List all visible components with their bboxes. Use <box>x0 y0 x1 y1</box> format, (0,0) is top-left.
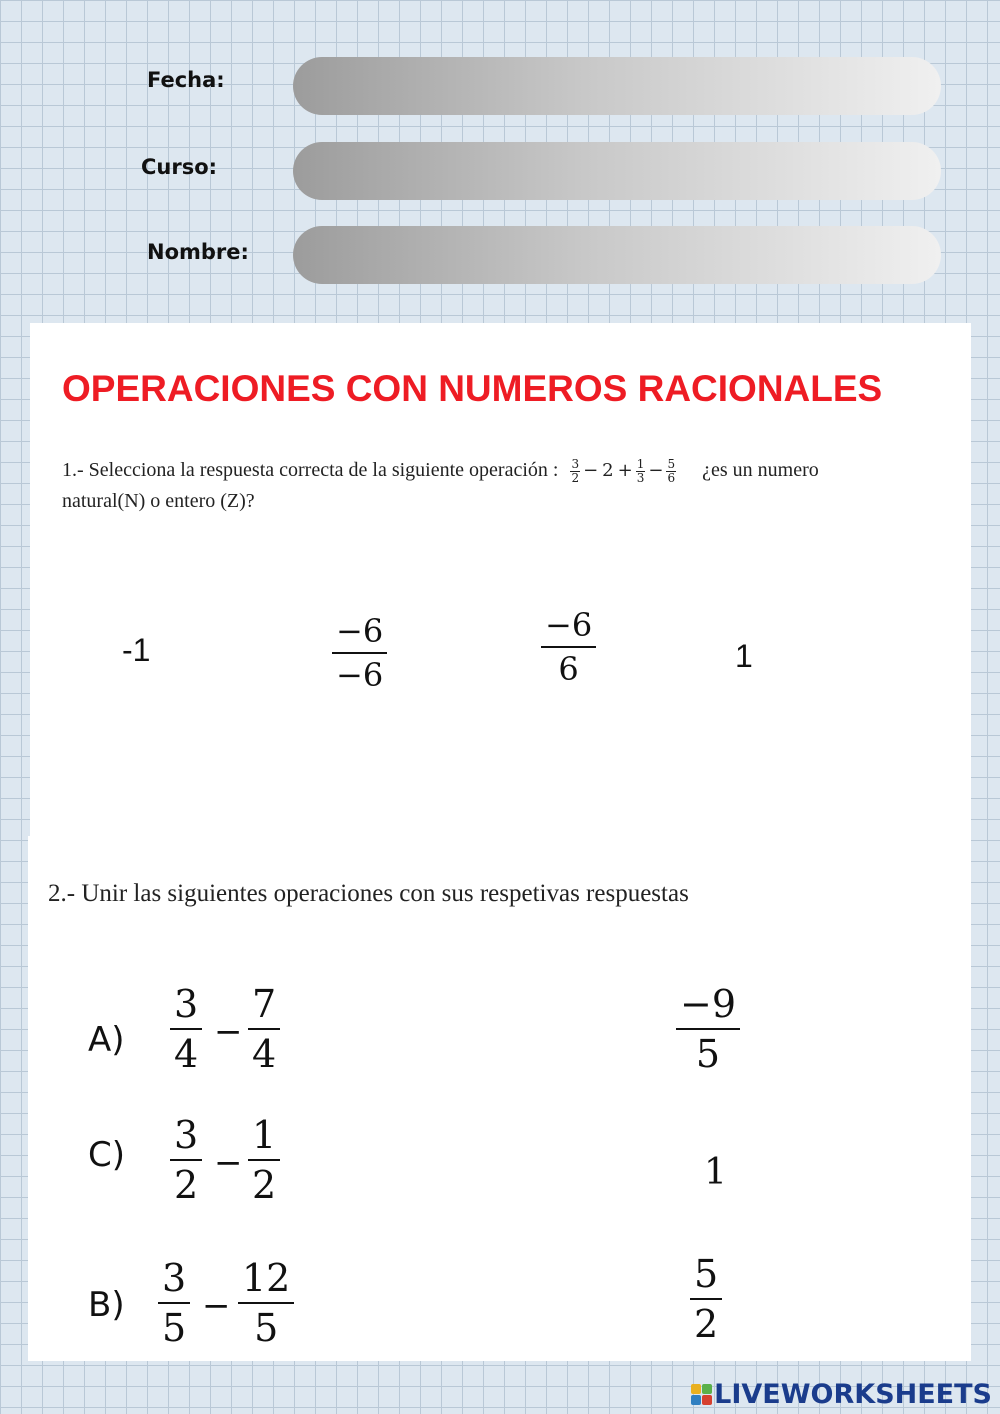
name-input[interactable] <box>293 226 941 284</box>
option-c-numerator: −6 <box>541 606 596 648</box>
expr-operator-2: + <box>617 460 633 482</box>
option-one[interactable]: 1 <box>735 638 753 674</box>
brand-name: LIVEWORKSHEETS <box>714 1379 992 1410</box>
date-input[interactable] <box>293 57 941 115</box>
operation-b-operator: − <box>202 1286 231 1326</box>
answer-minus9-over-5[interactable] <box>676 982 740 1076</box>
operation-b-right-num: 12 <box>238 1256 294 1304</box>
operation-a-left-fraction[interactable] <box>170 982 202 1076</box>
operation-b-right-fraction[interactable] <box>238 1256 294 1350</box>
expr-fraction-2-den: 3 <box>636 470 645 485</box>
option-minus6-over-6[interactable] <box>541 606 596 688</box>
date-label: Fecha: <box>147 68 225 92</box>
question-2-text: 2.- Unir las siguientes operaciones con sus respetivas respuestas <box>48 880 689 907</box>
operation-a-left-den: 4 <box>174 1032 199 1076</box>
operation-c-right-den: 2 <box>252 1163 277 1207</box>
answer-3-numerator: 5 <box>690 1252 722 1300</box>
question-1-suffix: ¿es un numero natural(N) o entero (Z)? <box>62 459 819 513</box>
option-minus-one[interactable]: -1 <box>122 632 151 668</box>
operation-c-left-num: 3 <box>170 1113 202 1161</box>
question-1-text <box>62 455 882 516</box>
expr-fraction-1 <box>570 458 580 485</box>
expr-fraction-3-num: 5 <box>667 456 676 471</box>
operation-c-right-num: 1 <box>248 1113 280 1161</box>
operation-c-left-den: 2 <box>174 1163 199 1207</box>
operation-c-left-fraction[interactable] <box>170 1113 202 1207</box>
operation-a-right-den: 4 <box>252 1032 277 1076</box>
operation-c-operator: − <box>214 1143 243 1183</box>
name-label: Nombre: <box>147 240 249 264</box>
operation-b-left-fraction[interactable] <box>158 1256 190 1350</box>
course-label: Curso: <box>141 155 218 179</box>
expr-fraction-2 <box>636 458 646 485</box>
answer-1-numerator: −9 <box>676 982 740 1030</box>
operation-c-letter: C) <box>88 1135 126 1175</box>
expr-operator-1: − <box>583 460 599 482</box>
answer-one[interactable]: 1 <box>704 1152 727 1193</box>
expr-fraction-1-num: 3 <box>571 456 580 471</box>
operation-a-operator: − <box>214 1012 243 1052</box>
option-minus6-over-minus6[interactable] <box>332 612 387 694</box>
expr-fraction-3-den: 6 <box>667 470 676 485</box>
liveworksheets-icon <box>691 1384 712 1405</box>
operation-c-right-fraction[interactable] <box>248 1113 280 1207</box>
answer-1-denominator: 5 <box>695 1032 721 1076</box>
operation-b-right-den: 5 <box>254 1306 279 1350</box>
option-b-numerator: −6 <box>332 612 387 654</box>
expr-whole-number: 2 <box>602 460 614 482</box>
option-b-denominator: −6 <box>336 656 384 694</box>
answer-3-denominator: 2 <box>694 1302 719 1346</box>
operation-b-left-den: 5 <box>162 1306 187 1350</box>
question-1-prompt: 1.- Selecciona la respuesta correcta de la siguiente operación : <box>62 459 559 481</box>
option-c-denominator: 6 <box>558 650 579 688</box>
operation-b-letter: B) <box>88 1285 125 1325</box>
operation-a-right-num: 7 <box>248 982 280 1030</box>
operation-a-letter: A) <box>88 1020 125 1060</box>
operation-a-right-fraction[interactable] <box>248 982 280 1076</box>
worksheet-title: OPERACIONES CON NUMEROS RACIONALES <box>62 368 883 409</box>
expr-operator-3: − <box>648 460 664 482</box>
expr-fraction-1-den: 2 <box>571 470 580 485</box>
question-1-expression <box>567 456 679 486</box>
expr-fraction-3 <box>666 458 676 485</box>
liveworksheets-logo <box>691 1379 992 1410</box>
course-input[interactable] <box>293 142 941 200</box>
answer-5-over-2[interactable] <box>690 1252 722 1346</box>
operation-a-left-num: 3 <box>170 982 202 1030</box>
expr-fraction-2-num: 1 <box>636 456 645 471</box>
operation-b-left-num: 3 <box>158 1256 190 1304</box>
